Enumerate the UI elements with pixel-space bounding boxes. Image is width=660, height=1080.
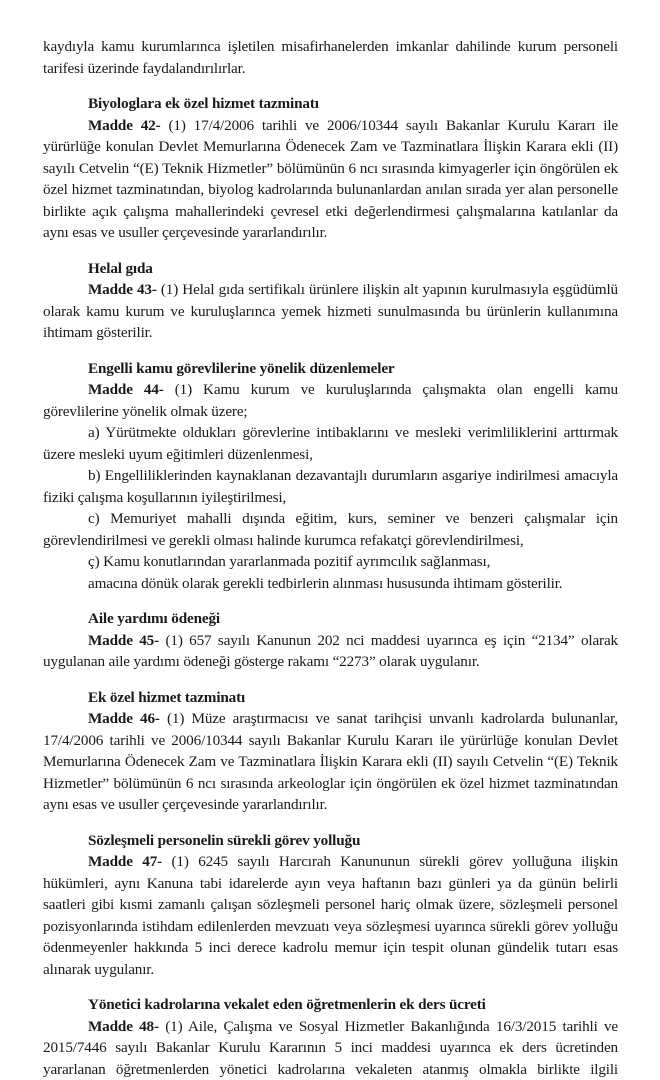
article-heading: Ek özel hizmet tazminatı [43,687,618,709]
article-label: Madde 47- [88,853,162,870]
article-text: (1) 657 sayılı Kanunun 202 nci maddesi uyarınca eş için “2134” olarak uygulanan aile yardımı ödeneği gösterge rakamı “2273” olarak uygulanır. [43,632,618,671]
article-label: Madde 42- [88,117,161,134]
article-body [43,379,618,422]
article-body [43,851,618,980]
article-body [43,115,618,244]
article-44 [43,358,618,595]
article-label: Madde 43- [88,281,157,298]
article-heading: Engelli kamu görevlilerine yönelik düzenlemeler [43,358,618,380]
article-body [43,1016,618,1080]
article-heading: Aile yardımı ödeneği [43,608,618,630]
article-text: (1) Helal gıda sertifikalı ürünlere ilişkin alt yapının kurulmasıyla eşgüdümlü olarak kamu kurum ve kuruluşlarınca yemek hizmeti sunulmasında bu ürünlerin kullanımına ihtimam gösterilir. [43,281,618,341]
article-label: Madde 46- [88,710,160,727]
article-label: Madde 45- [88,632,159,649]
article-43 [43,258,618,344]
article-closing: amacına dönük olarak gerekli tedbirlerin alınması hususunda ihtimam gösterilir. [43,573,618,595]
list-item: a) Yürütmekte oldukları görevlerine intibaklarını ve mesleki verimliliklerini arttırmak üzere mesleki uyum eğitimleri düzenlenmesi, [43,422,618,465]
document-page [43,36,618,1080]
article-42 [43,93,618,244]
article-body [43,630,618,673]
article-text: (1) 17/4/2006 tarihli ve 2006/10344 sayılı Bakanlar Kurulu Kararı ile yürürlüğe konulan Devlet Memurlarına Ödenecek Zam ve Tazminatlara İlişkin Karara ekli (II) sayılı Cetvelin “(E) Teknik Hizmetler” bölümünün 6 ncı sırasında kimyagerler için öngörülen ek özel hizmet tazminatından, biyolog kadrolarında bulunanlardan anılan sırada yer alan personelle birlikte açık çalışma mahallerindeki çevresel etki değerlendirmesi çalışmalarına katılanlar da aynı esas ve usuller çerçevesinde yararlandırılır. [43,117,618,242]
article-text: (1) Kamu kurum ve kuruluşlarında çalışmakta olan engelli kamu görevlilerine yönelik olmak üzere; [43,381,618,420]
article-body [43,708,618,816]
article-heading: Yönetici kadrolarına vekalet eden öğretmenlerin ek ders ücreti [43,994,618,1016]
article-47 [43,830,618,981]
article-48 [43,994,618,1080]
article-label: Madde 48- [88,1018,159,1035]
list-item: b) Engelliliklerinden kaynaklanan dezavantajlı durumların asgariye indirilmesi amacıyla fiziki çalışma koşullarının iyileştirilmesi, [43,465,618,508]
article-heading: Biyologlara ek özel hizmet tazminatı [43,93,618,115]
article-text: (1) Müze araştırmacısı ve sanat tarihçisi unvanlı kadrolarda bulunanlar, 17/4/2006 tarihli ve 2006/10344 sayılı Bakanlar Kurulu Kararı ile yürürlüğe konulan Devlet Memurlarına Ödenecek Zam ve Tazminatlara İlişkin Karara ekli (II) sayılı Cetvelin “(E) Teknik Hizmetler” bölümünün 6 ncı sırasında arkeologlar için öngörülen ek özel hizmet tazminatından aynı esas ve usuller çerçevesinde yararlandırılır. [43,710,618,813]
article-body [43,279,618,344]
article-heading: Sözleşmeli personelin sürekli görev yolluğu [43,830,618,852]
article-text: (1) 6245 sayılı Harcırah Kanununun sürekli görev yolluğuna ilişkin hükümleri, aynı Kanuna tabi idarelerde ayın veya haftanın bazı günleri ya da günün belirli saatleri gibi kısmi zamanlı çalışan sözleşmeli personel hariç olmak üzere, sözleşmeli personel pozisyonlarında istihdam edilenlerden mevzuatı veya sözleşmesi uyarınca sürekli görev yolluğu ödenmeyenler hakkında 5 inci derece kadrolu memur için tespit olunan gündelik tutarı esas alınarak uygulanır. [43,853,618,978]
article-45 [43,608,618,673]
intro-paragraph: kaydıyla kamu kurumlarınca işletilen misafirhanelerden imkanlar dahilinde kurum personeli tarifesi üzerinde faydalandırılırlar. [43,36,618,79]
list-item: c) Memuriyet mahalli dışında eğitim, kurs, seminer ve benzeri çalışmalar için görevlendirilmesi ve gerekli olması halinde kurumca refakatçi görevlendirilmesi, [43,508,618,551]
article-label: Madde 44- [88,381,164,398]
article-46 [43,687,618,816]
article-text: (1) Aile, Çalışma ve Sosyal Hizmetler Bakanlığında 16/3/2015 tarihli ve 2015/7446 sayılı Bakanlar Kurulu Kararının 5 inci maddesi uyarınca ek ders ücretinden yararlanan öğretmenlerden yönetici kadrolarına vekaleten atanmış olmakla birlikte ilgili [43,1018,618,1078]
list-item: ç) Kamu konutlarından yararlanmada pozitif ayrımcılık sağlanması, [43,551,618,573]
article-heading: Helal gıda [43,258,618,280]
